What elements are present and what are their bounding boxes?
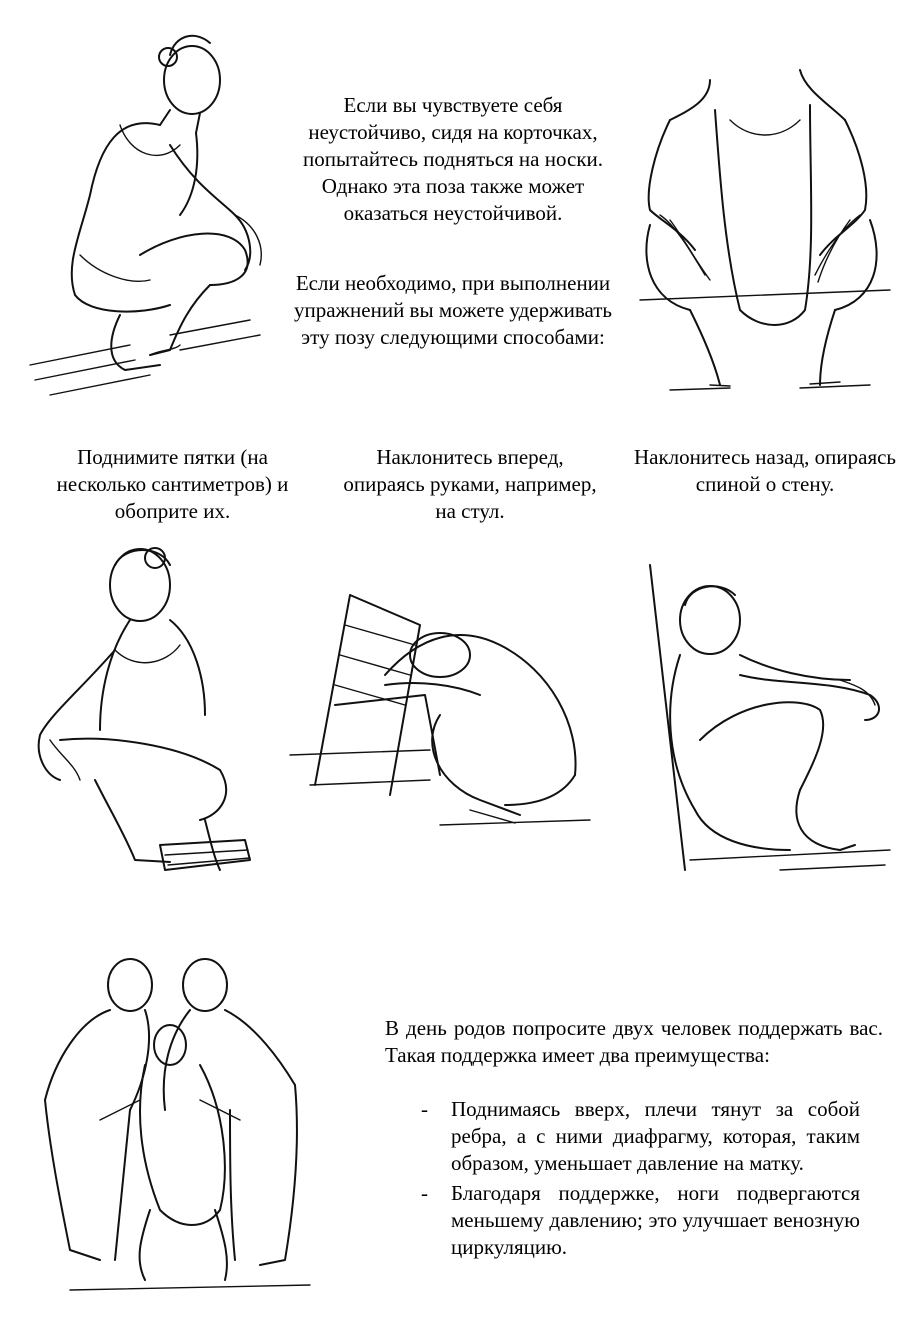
caption-backward: Наклонитесь назад, опираясь спиной о стену.: [633, 445, 897, 496]
support-benefit-1: [385, 1096, 860, 1177]
squat-front-view-illustration: [630, 10, 900, 395]
intro-paragraph-2: Если необходимо, при выполнении упражнений вы можете удерживать эту позу следующими способами:: [293, 271, 613, 349]
support-benefit-1-text: Поднимаясь вверх, плечи тянут за собой ребра, а с ними диафрагму, которая, таким образом, уменьшает давление на матку.: [451, 1097, 860, 1175]
support-benefits-list: [385, 1096, 860, 1261]
support-intro: В день родов попросите двух человек поддержать вас. Такая поддержка имеет два преимущества:: [385, 1016, 883, 1067]
squat-leaning-on-wall-illustration: [640, 560, 900, 880]
support-benefit-2: [385, 1180, 860, 1261]
squat-leaning-on-chair-illustration: [290, 585, 600, 845]
squat-heels-on-books-illustration: [20, 540, 270, 900]
supported-squat-illustration: [30, 960, 330, 1300]
caption-forward: Наклонитесь вперед, опираясь руками, например, на стул.: [343, 445, 597, 523]
bullet-dash: -: [421, 1097, 428, 1121]
support-benefit-2-text: Благодаря поддержке, ноги подвергаются меньшему давлению; это улучшает венозную циркуляцию.: [451, 1181, 860, 1259]
intro-paragraph-1: Если вы чувствуете себя неустойчиво, сидя на корточках, попытайтесь подняться на носки. Однако эта поза также может оказаться неустойчивой.: [302, 93, 604, 225]
bullet-dash: -: [421, 1181, 428, 1205]
caption-heels: Поднимите пятки (на несколько сантиметров) и обоприте их.: [56, 445, 289, 523]
squat-on-toes-illustration: [20, 15, 280, 395]
